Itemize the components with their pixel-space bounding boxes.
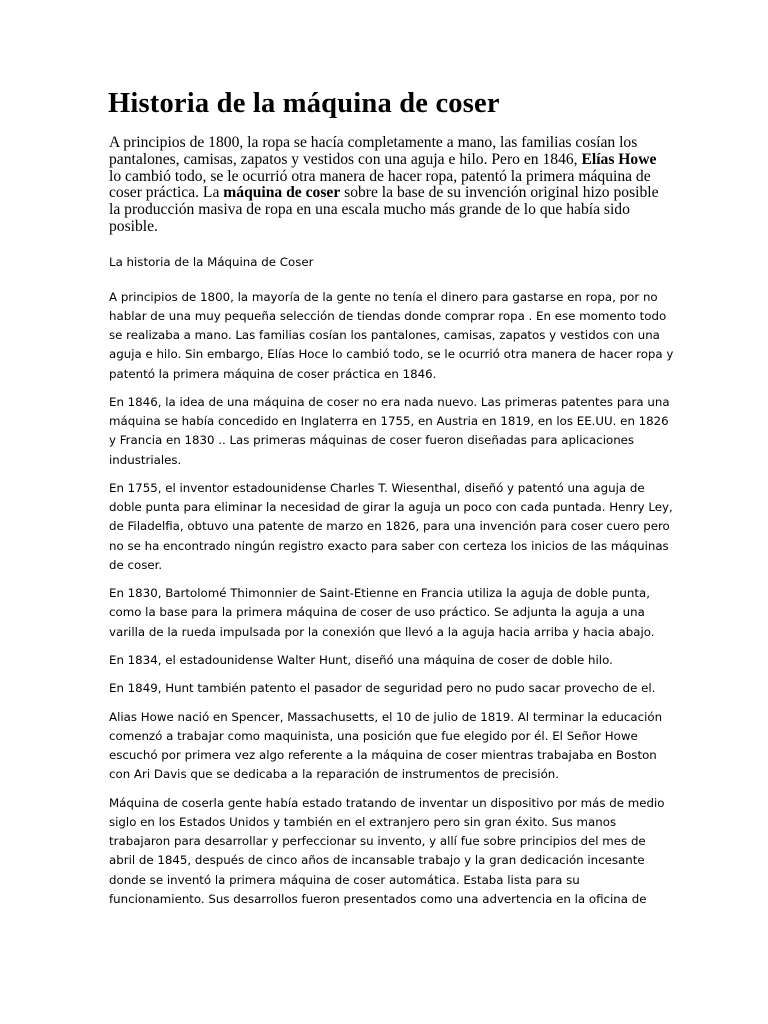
body-paragraph [109,651,669,670]
intro-line [109,185,669,202]
body-paragraph [109,479,673,575]
paragraph-line: patentó la primera máquina de coser práctica en 1846. [109,366,437,381]
intro-line: lo cambió todo, se le ocurrió otra manera de hacer ropa, patentó la primera máquina de [109,167,651,185]
intro-text: coser práctica. La [109,184,224,202]
paragraph-line: máquina se había concedido en Inglaterra en 1755, en Austria en 1819, en los EE.UU. en 1826 [109,414,669,429]
paragraph-line: comenzó a trabajar como maquinista, una posición que fue elegido por él. El Señor Howe [109,728,638,743]
intro-bold-name: Elías Howe [581,150,657,168]
body-paragraph [109,584,669,642]
paragraph-line: doble punta para eliminar la necesidad de girar la aguja un poco con cada puntada. Henry Ley, [109,500,673,515]
paragraph-list [109,288,674,909]
intro-line: posible. [109,217,158,235]
paragraph-line: siglo en los Estados Unidos y también en el extranjero pero sin gran éxito. Sus manos [109,814,617,829]
paragraph-line: funcionamiento. Sus desarrollos fueron presentados como una advertencia en la oficina de [109,891,647,906]
paragraph-line: abril de 1845, después de cinco años de incansable trabajo y la gran dedicación incesante [109,853,645,868]
body-paragraph [109,794,669,909]
paragraph-line: En 1846, la idea de una máquina de coser no era nada nuevo. Las primeras patentes para una [109,395,670,409]
section-heading: La historia de la Máquina de Coser [109,255,314,269]
paragraph-line: de coser. [109,557,163,572]
paragraph-line: y Francia en 1830 .. Las primeras máquinas de coser fueron diseñadas para aplicaciones [109,433,635,448]
paragraph-line: hablar de una muy pequeña selección de tiendas donde comprar ropa . En ese momento todo [109,309,667,323]
paragraph-line: industriales. [109,452,182,467]
paragraph-line: Máquina de coserla gente había estado tratando de inventar un dispositivo por más de medio [109,795,665,810]
paragraph-line: En 1755, el inventor estadounidense Charles T. Wiesenthal, diseñó y patentó una aguja de [109,481,645,495]
paragraph-line: con Ari Davis que se dedicaba a la reparación de instrumentos de precisión. [109,767,560,782]
paragraph-line: trabajaron para desarrollar y perfeccionar su invento, y allí fue sobre principios del mes de [109,834,646,849]
paragraph-line: En 1849, Hunt también patento el pasador de seguridad pero no pudo sacar provecho de el. [109,681,656,696]
document-title: Historia de la máquina de coser [108,88,500,119]
intro-bold-term: máquina de coser [223,184,341,202]
body-paragraph [109,708,669,785]
paragraph-line: En 1834, el estadounidense Walter Hunt, diseñó una máquina de coser de doble hilo. [109,653,613,667]
paragraph-line: donde se inventó la primera máquina de coser automática. Estaba lista para su [109,872,580,887]
paragraph-line: aguja e hilo. Sin embargo, Elías Hoce lo cambió todo, se le ocurrió otra manera de hacer ropa y [109,347,674,362]
paragraph-line: se realizaba a mano. Las familias cosían los pantalones, camisas, zapatos y vestidos con una [109,328,660,343]
intro-paragraph [109,135,669,236]
paragraph-line: varilla de la rueda impulsada por la conexión que llevó a la aguja hacia arriba y hacia abajo. [109,624,655,639]
paragraph-line: como la base para la primera máquina de coser de uso práctico. Se adjunta la aguja a una [109,605,645,620]
body-paragraph [109,679,669,698]
paragraph-line: no se ha encontrado ningún registro exacto para saber con certeza los inicios de las máquinas [109,538,669,553]
intro-line: la producción masiva de ropa en una escala mucho más grande de lo que había sido [109,201,630,219]
paragraph-line: Alias Howe nació en Spencer, Massachusetts, el 10 de julio de 1819. Al terminar la educación [109,709,663,724]
paragraph-line: En 1830, Bartolomé Thimonnier de Saint-Etienne en Francia utiliza la aguja de doble punta, [109,586,650,601]
body-paragraph [109,393,669,470]
intro-line: A principios de 1800, la ropa se hacía completamente a mano, las familias cosían los [109,134,638,151]
intro-text: pantalones, camisas, zapatos y vestidos con una aguja e hilo. Pero en 1846, [109,150,582,168]
document-body [109,253,674,918]
intro-text: sobre la base de su invención original hizo posible [340,184,659,202]
body-paragraph [109,288,674,384]
paragraph-line: A principios de 1800, la mayoría de la gente no tenía el dinero para gastarse en ropa, por no [109,289,658,304]
paragraph-line: escuchó por primera vez algo referente a la máquina de coser mientras trabajaba en Boston [109,748,657,763]
intro-line [109,152,669,169]
paragraph-line: de Filadelfia, obtuvo una patente de marzo en 1826, para una invención para coser cuero pero [109,519,670,534]
